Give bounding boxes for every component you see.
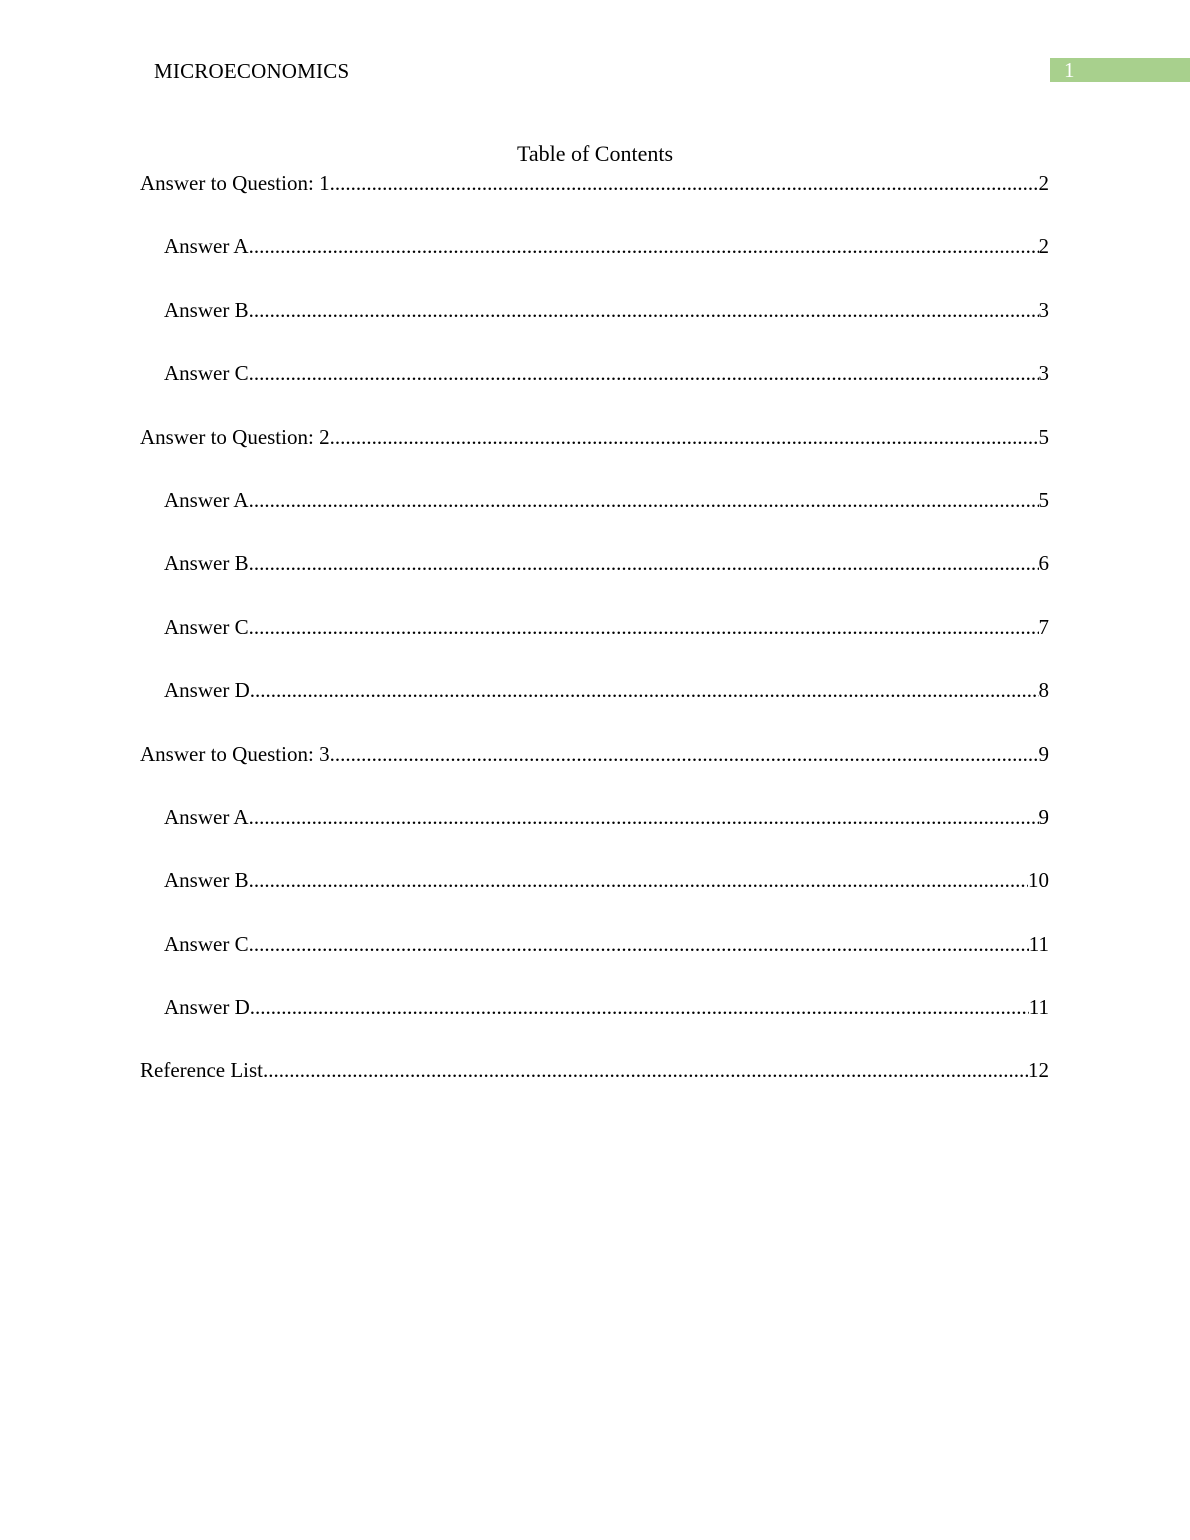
toc-entry-label: Answer C — [164, 931, 249, 956]
toc-entry-q1-answer-a[interactable] — [140, 231, 1049, 294]
toc-entry-page: 10 — [1028, 868, 1049, 893]
toc-heading: Table of Contents — [516, 141, 674, 166]
toc-dot-leader — [330, 168, 1039, 198]
toc-entry-page: 7 — [1038, 614, 1049, 639]
toc-entry-page: 3 — [1038, 361, 1049, 386]
toc-entry-label: Answer to Question: 1 — [140, 171, 330, 195]
toc-entry-page: 11 — [1028, 995, 1049, 1020]
toc-entry-page: 11 — [1028, 931, 1049, 956]
toc-dot-leader — [249, 358, 1039, 388]
toc-dot-leader — [249, 929, 1029, 959]
toc-entry-label: Answer D — [164, 678, 250, 703]
toc-entry-reference-list[interactable] — [140, 1055, 1049, 1118]
toc-entry-q2-answer-d[interactable] — [140, 675, 1049, 738]
toc-dot-leader — [249, 485, 1039, 515]
toc-dot-leader — [249, 548, 1039, 578]
toc-entry-q3-answer-d[interactable] — [140, 992, 1049, 1055]
toc-dot-leader — [330, 739, 1039, 769]
toc-entry-q3-answer-a[interactable] — [140, 802, 1049, 865]
toc-entry-label: Answer D — [164, 995, 250, 1020]
toc-dot-leader — [263, 1055, 1028, 1085]
toc-entry-label: Answer A — [164, 234, 249, 259]
toc-entry-page: 8 — [1038, 678, 1049, 703]
toc-entry-q2-answer-c[interactable] — [140, 612, 1049, 675]
toc-entry-label: Answer to Question: 3 — [140, 741, 330, 766]
toc-entry-label: Reference List — [140, 1058, 264, 1083]
toc-dot-leader — [249, 802, 1039, 832]
toc-entry-q3-answer-c[interactable] — [140, 929, 1049, 992]
toc-entry-question-3[interactable] — [140, 739, 1049, 802]
toc-entry-page: 12 — [1028, 1058, 1049, 1083]
header-title: MICROECONOMICS — [154, 59, 350, 83]
toc-dot-leader — [249, 612, 1039, 642]
toc-dot-leader — [249, 295, 1039, 325]
toc-entry-q1-answer-c[interactable] — [140, 358, 1049, 421]
toc-entry-label: Answer C — [164, 361, 249, 386]
toc-entry-label: Answer to Question: 2 — [140, 424, 330, 449]
toc-entry-question-2[interactable] — [140, 422, 1049, 485]
toc-entry-q1-answer-b[interactable] — [140, 295, 1049, 358]
toc-entry-label: Answer B — [164, 551, 249, 576]
toc-entry-q2-answer-b[interactable] — [140, 548, 1049, 611]
toc-dot-leader — [249, 231, 1039, 261]
toc-entry-q2-answer-a[interactable] — [140, 485, 1049, 548]
toc-entry-page: 9 — [1038, 741, 1049, 766]
toc-entry-label: Answer B — [164, 868, 249, 893]
toc-entry-page: 9 — [1038, 804, 1049, 829]
toc-entry-label: Answer B — [164, 297, 249, 322]
toc-entry-page: 6 — [1038, 551, 1049, 576]
toc-entry-question-1[interactable] — [140, 168, 1049, 231]
toc-entry-page: 2 — [1038, 171, 1049, 195]
toc-entry-page: 2 — [1038, 234, 1049, 259]
toc-entry-page: 3 — [1038, 297, 1049, 322]
page-number-badge: 1 — [1050, 58, 1190, 82]
toc-entry-label: Answer C — [164, 614, 249, 639]
toc-entry-page: 5 — [1038, 487, 1049, 512]
toc-dot-leader — [249, 865, 1028, 895]
toc-entry-label: Answer A — [164, 804, 249, 829]
table-of-contents — [140, 168, 1049, 1119]
toc-entry-page: 5 — [1038, 424, 1049, 449]
toc-entry-q3-answer-b[interactable] — [140, 865, 1049, 928]
toc-dot-leader — [250, 992, 1029, 1022]
toc-entry-label: Answer A — [164, 487, 249, 512]
toc-dot-leader — [330, 422, 1039, 452]
toc-dot-leader — [250, 675, 1039, 705]
